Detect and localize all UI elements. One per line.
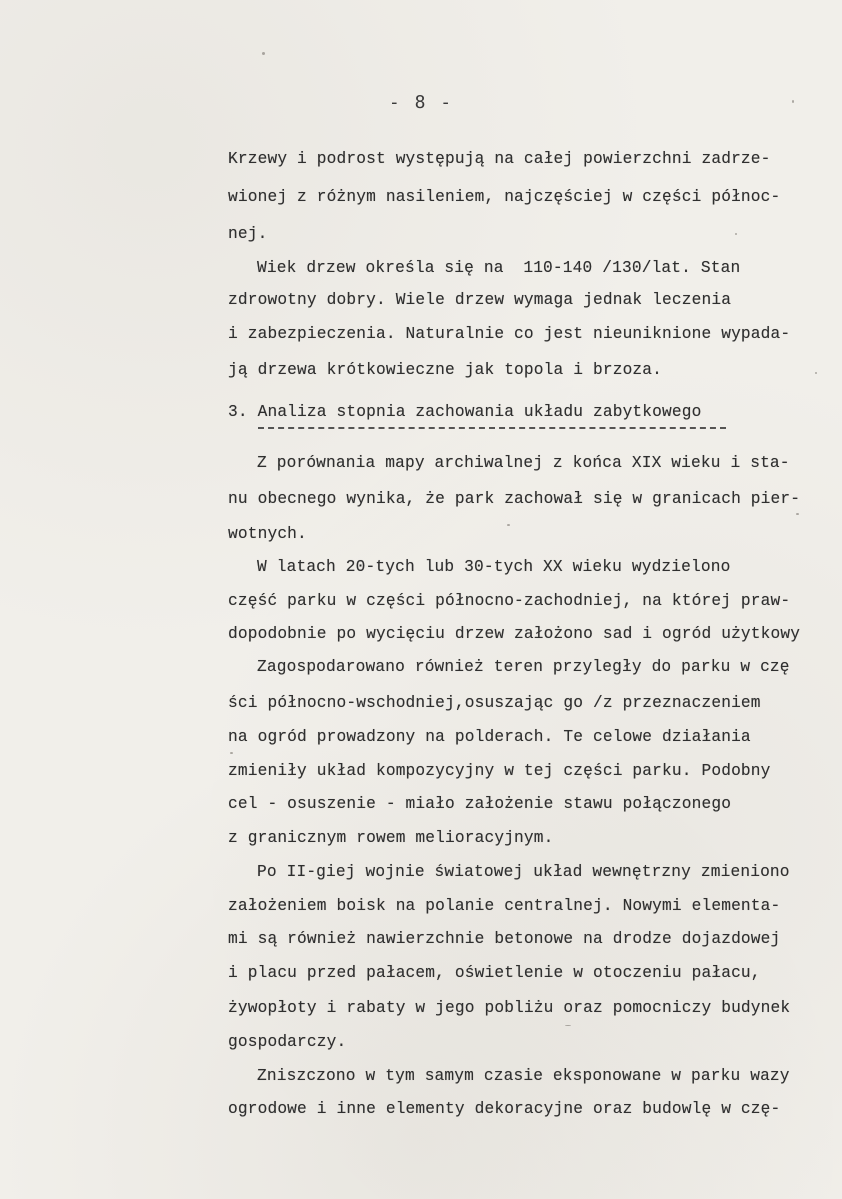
text-line: cel - osuszenie - miało założenie stawu połączonego [228, 795, 732, 813]
text-line: Krzewy i podrost występują na całej powierzchni zadrze- [228, 150, 771, 168]
section-heading: 3. Analiza stopnia zachowania układu zabytkowego [228, 403, 702, 421]
scan-speck [262, 52, 265, 55]
text-line: Zagospodarowano również teren przyległy do parku w czę [257, 658, 790, 676]
text-line: wionej z różnym nasileniem, najczęściej w części północ- [228, 188, 781, 206]
scan-speck [565, 1025, 571, 1026]
text-line: założeniem boisk na polanie centralnej. Nowymi elementa- [228, 897, 781, 915]
scan-speck [815, 372, 817, 374]
text-line: Zniszczono w tym samym czasie eksponowane w parku wazy [257, 1067, 790, 1085]
text-line: na ogród prowadzony na polderach. Te celowe działania [228, 728, 751, 746]
text-line: żywopłoty i rabaty w jego pobliżu oraz pomocniczy budynek [228, 999, 791, 1017]
scan-speck [796, 513, 799, 515]
text-line: Wiek drzew określa się na 110-140 /130/lat. Stan [257, 259, 741, 277]
text-line: ści północno-wschodniej,osuszając go /z przeznaczeniem [228, 694, 761, 712]
text-line: i zabezpieczenia. Naturalnie co jest nieuniknione wypada- [228, 325, 791, 343]
text-line: W latach 20-tych lub 30-tych XX wieku wydzielono [257, 558, 731, 576]
scan-speck [507, 524, 510, 526]
text-line: wotnych. [228, 525, 307, 543]
text-line: część parku w części północno-zachodniej, na której praw- [228, 592, 791, 610]
page-number: - 8 - [388, 92, 454, 113]
scan-speck [230, 752, 233, 754]
heading-underline [258, 427, 726, 429]
text-line: Z porównania mapy archiwalnej z końca XIX wieku i sta- [257, 454, 790, 472]
text-line: mi są również nawierzchnie betonowe na drodze dojazdowej [228, 930, 781, 948]
text-line: i placu przed pałacem, oświetlenie w otoczeniu pałacu, [228, 964, 761, 982]
text-line: dopodobnie po wycięciu drzew założono sad i ogród użytkowy [228, 625, 801, 643]
scan-speck [792, 100, 794, 103]
text-line: z granicznym rowem melioracyjnym. [228, 829, 554, 847]
text-line: nu obecnego wynika, że park zachował się w granicach pier- [228, 490, 801, 508]
text-line: ją drzewa krótkowieczne jak topola i brzoza. [228, 361, 663, 379]
text-line: gospodarczy. [228, 1033, 347, 1051]
text-line: zmieniły układ kompozycyjny w tej części parku. Podobny [228, 762, 771, 780]
text-line: ogrodowe i inne elementy dekoracyjne oraz budowlę w czę- [228, 1100, 781, 1118]
text-line: nej. [228, 225, 268, 243]
text-line: zdrowotny dobry. Wiele drzew wymaga jednak leczenia [228, 291, 732, 309]
scan-speck [735, 233, 737, 235]
text-line: Po II-giej wojnie światowej układ wewnętrzny zmieniono [257, 863, 790, 881]
